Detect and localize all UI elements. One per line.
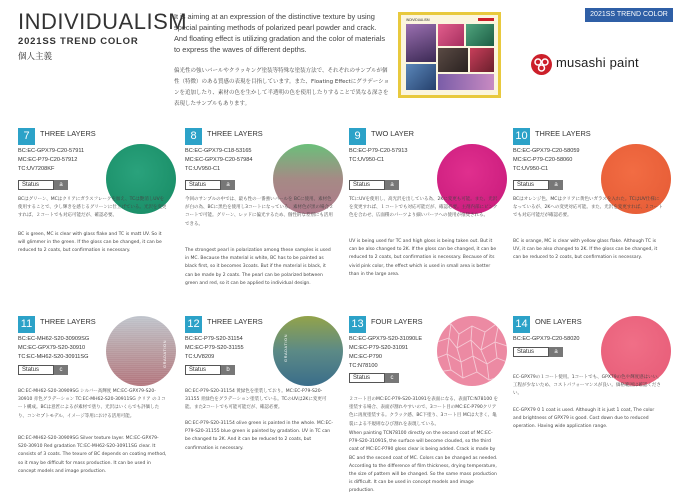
brochure-image-pink [438,24,464,46]
description-en: The strongest pearl in polarization among these samples is used in MC. Because the material is white, BC has to be painted as black first, so it becomes 3coats. But if the material is black, it can be made by 2 coats. The pearl can be polarized between green and red, so it can be applied to individual design. [185,248,331,286]
color-swatch [437,316,507,386]
layer-count: THREE LAYERS [207,129,263,138]
layer-count: ONE LAYERS [535,317,582,326]
description-en: EC-GPX79 0 1 coat is used. Although it is just 1 coat, The color and brightness of GPX79 is good. Cost down due to reduced operation. Having wide application range. [513,408,655,430]
brochure-image-purple [406,24,436,62]
description-en: BC:EC-P79-S20-31154 olive green is painted in the whole. MC:EC-P79-S20-31155 blue green is painted by gradation. UV in TC can be changed to 2K. And it can be reduced to 2 coats, but confirmation is necessary. [185,421,334,451]
status-value: a [221,180,235,190]
paint-codes [18,147,113,174]
status-label: Status [185,180,221,190]
code-line: TC:EC-MH62-S20-30911SG [18,354,89,360]
code-line: TC:UV950-C1 [513,166,549,172]
paint-codes [513,335,608,344]
brochure-image-blue [406,64,436,90]
brochure-image-violet [438,74,494,90]
status-value: c [385,373,399,383]
intro-text-en: It is aiming at an expression of the distinctive texture by using special painting methods of polarized pearl powder and crack. And floating effect is utilizing gradation and the color of materials to express the waves of different depths. [174,12,386,54]
trend-color-badge: 2021SS TREND COLOR [585,8,673,22]
musashi-logo-icon [531,54,552,75]
description-en: When painting TCN78100 directly on the second coat of MC:EC-P79-S20-31091S, the surface will become clouded, so the third coat of MC:EC-P790 gloss clear is being added. Crack is made by BC and the second coat of MC. Colors can be changed as needed. According to the difference of film thickness, drying temperature, the size of pattern will be changed. So the same mass production is difficult. It can be used in concept models and image production. [349,431,498,494]
status-badge [18,365,68,375]
status-label: Status [349,180,385,190]
status-badge [513,180,563,190]
status-badge [185,180,235,190]
description-jp: BCはグリーン、MCはクリアにガラスフレークを加え、TCは艶消しUVを使用することで、少し輝きを感じるグリーンに仕上げている。光沢を変更すれば、２コートでも対応可能だが、確認必要。 [18,197,167,219]
status-value: a [549,347,563,357]
status-badge [349,180,399,190]
paint-codes [185,147,280,174]
status-badge [185,365,235,375]
code-line: BC:EC-P79-S20-31154 [185,336,243,342]
card-number: 11 [18,316,35,333]
paint-codes [18,335,113,362]
description-jp: BC:EC-P79-S20-31154 黄緑色を塗装しており。MC:EC-P79-S20-31155 青緑色をグラデーション塗装している。TCのUVは2Kに変更可能。また2コートでも可能可能だが、確認必要。 [185,389,327,411]
brand-name: musashi paint [556,55,639,70]
status-label: Status [185,365,221,375]
code-line: BC:EC-GPX79-C20-58059 [513,148,580,154]
paint-codes [349,147,444,165]
description-en: BC:EC-MH62-S20-30909SG Silver texture layer. MC:EC-GPX79-S20-30910 Red gradation TC:EC-MH62-S20-30911SG clear. It consists of 3 coats. The texure of BC depends on coating method, so it may be difficult for mass production. It can be used in concept models and image production. [18,436,167,474]
code-line: MC:EC-P79-S20-31091 [349,345,409,351]
card-number: 8 [185,128,202,145]
description-en: BC is orange, MC is clear with yellow glass flake. Although TC is UV, it can be also changed to 2K. If the gloss can be changed, it can be reduced to 2 coats, but confirmation is necessary. [513,239,658,261]
code-line: BC:EC-P79-C20-57913 [349,148,408,154]
gradation-label: GRADATION [283,334,288,362]
card-number: 10 [513,128,530,145]
brochure-image-green [466,24,494,46]
code-line: BC:EC-GPX79-C20-58020 [513,336,580,342]
description-jp: BCはオレンジ色、MCはクリアに黄色いガラスを入れた。TCはUV仕様になっているが、2Kへの変更対応可能。また、光沢を変更すれば、２コートでも対応可能だが確認必要。 [513,197,663,219]
code-line: MC:EC-P79-C20-57912 [18,157,78,163]
code-line: BC:EC-MH62-S20-30909SG [18,336,90,342]
intro-text-jp: 偏光性の強いパールやクラッキング塗装等特殊な塗装方法で、それぞれのサンプルが個性（特徴）のある質感の表現を目指しています。また、Floating Effectにグラデーションを追加したり、素材の色を生かして半透明の色を使用したりすることで異なる深さを表現したサンプルもあります。 [174,68,390,107]
card-number: 7 [18,128,35,145]
status-label: Status [513,180,549,190]
status-label: Status [349,373,385,383]
code-line: BC:EC-GPX79-S20-31090LE [349,336,423,342]
layer-count: THREE LAYERS [207,317,263,326]
code-line: TC:UV950-C1 [185,166,221,172]
code-line: MC:EC-GPX79-S20-30910 [18,345,86,351]
brochure-thumbnail [398,12,501,98]
description-en: UV is being used for TC and high gloss is being taken out. But it can be also changed to 2K. If the gloss can be changed, it can be reduced to 2 coats, but confirmation is necessary. Because of its vivid pink color, the effect which is used in small area is better than in the large area. [349,239,497,277]
code-line: BC:EC-GPX79-C18-53165 [185,148,252,154]
description-jp: ２コート目のMC:EC-P79-S20-31091を表面になる、表面TC:N78100 を塗装する場合、表面が割れやすいので、3コート目のMC:EC-P790クリア色に再度塗装する。クラック感、BC下塗り、3コート目 MCは大きく、亀裂による不規則なひび割れを表現している。 [349,397,498,427]
layer-count: THREE LAYERS [40,129,96,138]
card-number: 9 [349,128,366,145]
status-value: a [385,180,399,190]
description-jp: BC:EC-MH62-S20-30909SG シルバー高輝度 MC:EC-GPX79-S20-30910 赤色グラデーション TC:EC-MH62-S20-30911SG クリア の３コート構成。BCは意匠によるが素材で塗り、光沢はいくらでも評価したり、コンセプトモデル、イメージ等用における活用可能。 [18,389,166,419]
card-number: 12 [185,316,202,333]
page-title: INDIVIDUALISM [18,9,188,34]
code-line: MC:EC-P790 [349,354,382,360]
layer-count: FOUR LAYERS [371,317,423,326]
code-line: TC:UV8209 [185,354,215,360]
description-en: BC is green, MC is clear with glass flake and TC is matt UV. So it will glimmer in the green. If the gloss can be changed, it can be reduced to 2 coats, but confirmation is necessary. [18,232,162,254]
paint-codes [185,335,280,362]
description-jp: TCにUVを使用し、高光沢を出している為、2Kに変更も可能。また、光沢を変更すれば、１コートでも対応可能だが、確認必要。主剤内部にピンク色を合わせ、広面積のパーツより細いパーツへの使用が推奨される。 [349,197,498,219]
brochure-logo [478,18,494,21]
brochure-image-dark [438,48,468,72]
card-number: 14 [513,316,530,333]
page-subtitle: 2021SS TREND COLOR [18,36,139,47]
status-badge [18,180,68,190]
status-label: Status [18,365,54,375]
status-label: Status [18,180,54,190]
layer-count: THREE LAYERS [40,317,96,326]
card-number: 13 [349,316,366,333]
layer-count: TWO LAYER [371,129,414,138]
gradation-label: GRADATION [162,340,167,368]
status-value: a [549,180,563,190]
status-label: Status [513,347,549,357]
paint-codes [513,147,608,174]
status-value: c [54,365,68,375]
brochure-title: INDIVIDUALISM [406,18,430,22]
code-line: BC:EC-GPX79-C20-57911 [18,148,85,154]
jp-title: 個人主義 [18,52,53,62]
description-jp: 今回のサンプルの中では、最も性の一番強いパールを BCに使用。素材色が白の為、BCに黒色を使用し3コートになっている。素材色が黒の場合２コートで可能。グリーン、レッドに偏光するため、個性的な差別にも活用できる。 [185,197,334,227]
color-swatch [106,316,176,386]
brochure-image-red [470,48,494,72]
code-line: TC:UV950-C1 [349,157,385,163]
status-value: b [221,365,235,375]
color-swatch [273,316,343,386]
code-line: TC:UV7208KF [18,166,55,172]
status-badge [513,347,563,357]
code-line: MC:EC-GPX79-C20-57984 [185,157,253,163]
code-line: MC:EC-P79-S20-31155 [185,345,244,351]
code-line: MC:EC-P79-C20-58060 [513,157,573,163]
code-line: TC:N78100 [349,363,378,369]
layer-count: THREE LAYERS [535,129,591,138]
description-jp: EC-GPX79の１コート使用。1コートでも、GPX79の色や輝度感はいい。工程が少ないため、コストパフォーマンスが良い。価格範囲は確認ください。 [513,375,662,397]
paint-codes [349,335,444,371]
status-value: a [54,180,68,190]
status-badge [349,373,399,383]
